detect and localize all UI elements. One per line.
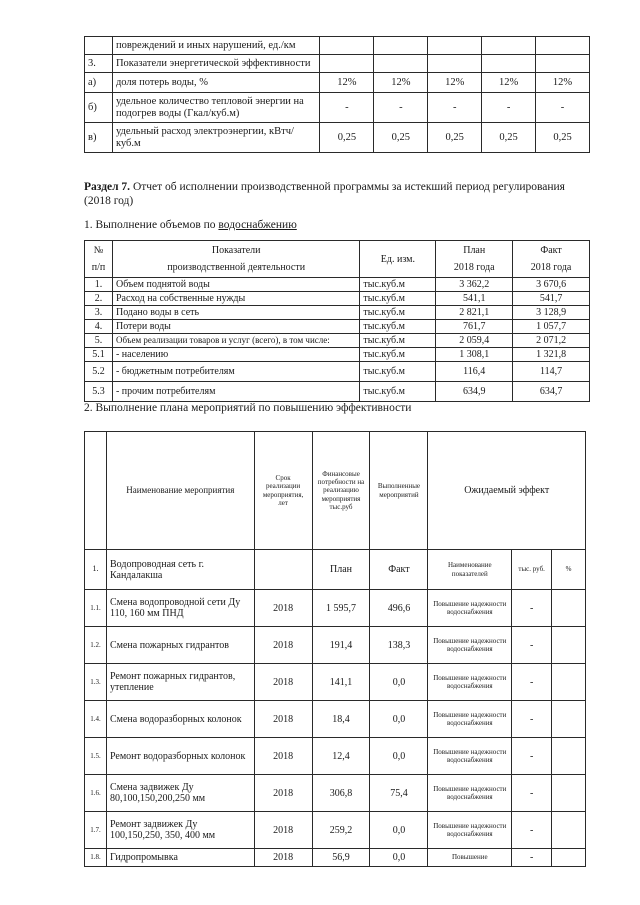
value-cell: 0,25 <box>320 123 374 153</box>
header-effect: Ожидаемый эффект <box>428 432 586 550</box>
subsection-prefix: 1. Выполнение объемов по <box>84 219 216 231</box>
table-row: 1. Объем поднятой воды тыс.куб.м 3 362,2 3 670,6 <box>85 278 590 292</box>
row-label: повреждений и иных нарушений, ед./км <box>112 37 320 55</box>
table-row: 1.2. Смена пожарных гидрантов 2018 191,4 138,3 Повышение надежности водоснабжения - <box>85 627 586 664</box>
row-number: 3. <box>85 55 113 73</box>
value-cell: 0,25 <box>428 123 482 153</box>
table-row: 5.2 - бюджетным потребителям тыс.куб.м 116,4 114,7 <box>85 362 590 382</box>
value-cell: - <box>536 93 590 123</box>
table-row: 1.6. Смена задвижек Ду 80,100,150,200,250 мм 2018 306,8 75,4 Повышение надежности водоснабжения - <box>85 775 586 812</box>
header-term: Срок реализации мероприятия, лет <box>254 432 312 550</box>
value-cell: 0,25 <box>374 123 428 153</box>
table-subheader-row: 1. Водопроводная сеть г. Кандалакша План Факт Наименование показателей тыс. руб. % <box>85 550 586 590</box>
value-cell: 12% <box>536 73 590 93</box>
header-done: Выполненные мероприятий <box>370 432 428 550</box>
table-row: 1.1. Смена водопроводной сети Ду 110, 160 мм ПНД 2018 1 595,7 496,6 Повышение надежности водоснабжения - <box>85 590 586 627</box>
value-cell: - <box>320 93 374 123</box>
table-row: 1.7. Ремонт задвижек Ду 100,150,250, 350, 400 мм 2018 259,2 0,0 Повышение надежности водоснабжения - <box>85 812 586 849</box>
table-row <box>85 73 590 93</box>
table-row: 1.3. Ремонт пожарных гидрантов, утепление 2018 141,1 0,0 Повышение надежности водоснабжения - <box>85 664 586 701</box>
table-row: 3. Подано воды в сеть тыс.куб.м 2 821,1 3 128,9 <box>85 306 590 320</box>
header-name: Наименование мероприятия <box>106 432 254 550</box>
table-row: 4. Потери воды тыс.куб.м 761,7 1 057,7 <box>85 320 590 334</box>
header-need: Финансовые потребности на реализацию мероприятия тыс.руб <box>312 432 370 550</box>
section-7-heading <box>84 180 590 209</box>
water-volume-table <box>84 240 590 402</box>
value-cell: - <box>428 93 482 123</box>
header-indicator: Показатели производственной деятельности <box>112 241 359 278</box>
table-row <box>85 93 590 123</box>
table-row: 1.4. Смена водоразборных колонок 2018 18,4 0,0 Повышение надежности водоснабжения - <box>85 701 586 738</box>
header-plan: План 2018 года <box>436 241 513 278</box>
table-row: 5.3 - прочим потребителям тыс.куб.м 634,9 634,7 <box>85 382 590 402</box>
row-number: б) <box>85 93 113 123</box>
row-number: а) <box>85 73 113 93</box>
value-cell: - <box>374 93 428 123</box>
row-number <box>85 37 113 55</box>
value-cell: 12% <box>482 73 536 93</box>
header-unit: Ед. изм. <box>360 241 436 278</box>
table-row: 5.1 - населению тыс.куб.м 1 308,1 1 321,8 <box>85 348 590 362</box>
subsection-2-heading: 2. Выполнение плана мероприятий по повышению эффективности <box>84 402 412 414</box>
value-cell: 12% <box>428 73 482 93</box>
row-label: удельный расход электроэнергии, кВтч/куб.м <box>112 123 320 153</box>
header-num: № п/п <box>85 241 113 278</box>
value-cell: 0,25 <box>482 123 536 153</box>
row-label: Показатели энергетической эффективности <box>112 55 320 73</box>
table-row <box>85 37 590 55</box>
table-row: 1.8. Гидропромывка 2018 56,9 0,0 Повышение - <box>85 849 586 867</box>
table-row: 1.5. Ремонт водоразборных колонок 2018 12,4 0,0 Повышение надежности водоснабжения - <box>85 738 586 775</box>
table-header-row <box>85 432 586 550</box>
row-label: удельное количество тепловой энергии на подогрев воды (Гкал/куб.м) <box>112 93 320 123</box>
value-cell: 12% <box>320 73 374 93</box>
section-label: Раздел 7. <box>84 181 131 193</box>
subsection-underlined: водоснабжению <box>218 219 297 231</box>
subsection-1-heading <box>84 219 297 231</box>
value-cell: - <box>482 93 536 123</box>
measures-table <box>84 431 586 867</box>
section-title: Отчет об исполнении производственной программы за истекший период регулирования (2018 год) <box>84 181 565 208</box>
table-header-row <box>85 241 590 278</box>
table-row <box>85 55 590 73</box>
value-cell: 0,25 <box>536 123 590 153</box>
header-fact: Факт 2018 года <box>513 241 590 278</box>
row-number: в) <box>85 123 113 153</box>
row-label: доля потерь воды, % <box>112 73 320 93</box>
table-row <box>85 123 590 153</box>
value-cell: 12% <box>374 73 428 93</box>
table-row: 2. Расход на собственные нужды тыс.куб.м 541,1 541,7 <box>85 292 590 306</box>
table-row: 5. Объем реализации товаров и услуг (всего), в том числе: тыс.куб.м 2 059,4 2 071,2 <box>85 334 590 348</box>
efficiency-indicators-table <box>84 36 590 153</box>
